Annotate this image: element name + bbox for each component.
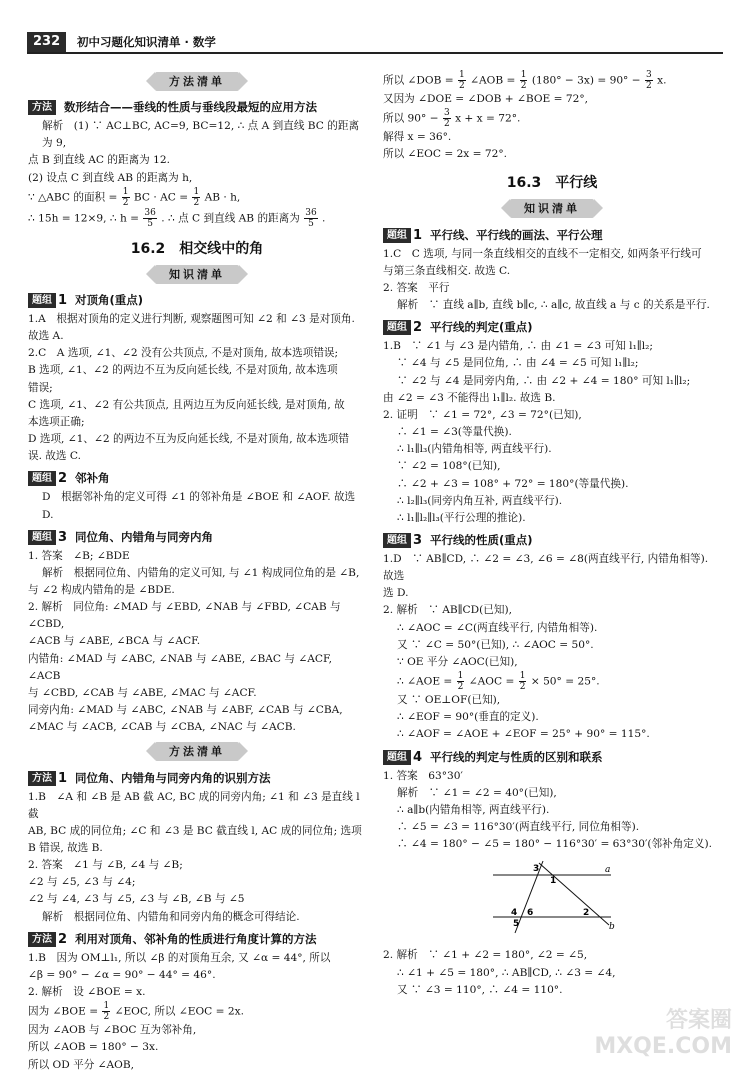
text-line: ∴ ∠4 = 180° − ∠5 = 180° − 116°30′ = 63°30′(邻补角定义). (397, 838, 712, 851)
text-line: 又 ∵ ∠C = 50°(已知), ∴ ∠AOC = 50°. (397, 638, 594, 651)
text-line: ∴ ∠1 + ∠5 = 180°, ∴ AB∥CD, ∴ ∠3 = ∠4, (397, 966, 616, 979)
text-line: D 根据邻补角的定义可得 ∠1 的邻补角是 ∠BOE 和 ∠AOF. 故选 D. (42, 491, 356, 521)
page-header (27, 32, 723, 54)
text-line: 内错角: ∠MAD 与 ∠ABC, ∠NAB 与 ∠ABE, ∠BAC 与 ∠ACF, ∠ACB (28, 652, 333, 682)
text-line: AB, BC 成的同位角; ∠C 和 ∠3 是 BC 截直线 l, AC 成的同位角; 选项 (28, 824, 362, 837)
eq-text: . (322, 212, 326, 225)
text-line: 又因为 ∠DOE = ∠DOB + ∠BOE = 72°, (383, 93, 589, 105)
denominator: 2 (457, 682, 464, 693)
group-tag: 题组 (383, 750, 411, 765)
text-line: 所以 ∠AOB = 180° − 3x. (28, 1041, 159, 1054)
group-content (383, 338, 721, 527)
group-tag: 题组 (383, 228, 411, 243)
method-content (28, 789, 366, 926)
fraction (102, 1001, 110, 1022)
denominator: 5 (147, 218, 153, 229)
text-line: ∴ ∠AOC = ∠C(两直线平行, 内错角相等). (397, 621, 598, 634)
text-line: B 选项, ∠1、∠2 的两边不互为反向延长线, 不是对顶角, 故本选项 (28, 364, 338, 377)
denominator: 2 (193, 197, 200, 208)
numerator: 3 (645, 70, 652, 80)
group-number: 1 (58, 292, 68, 308)
text-line: 解析 根据同位角、内错角的定义可知, 与 ∠1 构成同位角的是 ∠B, (42, 566, 360, 579)
fraction (645, 70, 653, 91)
right-column (383, 70, 721, 999)
text-line: 误. 故选 C. (28, 450, 81, 463)
text-line: 1.A 根据对顶角的定义进行判断, 观察题图可知 ∠2 和 ∠3 是对顶角. (28, 312, 355, 325)
group-title: 平行线的判定与性质的区别和联系 (430, 749, 603, 764)
angle-label: 5 (513, 919, 520, 930)
method-tag: 方法 (28, 100, 56, 115)
text-line: 由 ∠2 = ∠3 不能得出 l₁∥l₂. 故选 B. (383, 391, 556, 404)
method-content (28, 950, 366, 1070)
text-line: ∠2 与 ∠5, ∠3 与 ∠4; (28, 876, 136, 889)
numerator: 1 (457, 671, 464, 682)
text-line: ∴ ∠5 = ∠3 = 116°30′(两直线平行, 同位角相等). (397, 821, 640, 833)
banner-method-list: 方法清单 (155, 72, 239, 91)
group-title: 邻补角 (75, 471, 110, 486)
angle-label: 2 (583, 908, 590, 919)
text-line: ∴ a∥b(内错角相等, 两直线平行). (397, 803, 550, 816)
numerator: 3 (443, 108, 450, 119)
group-heading (383, 532, 721, 549)
text-line: ∵ ∠2 = 108°(已知), (397, 460, 501, 473)
text-line: ∠ACB 与 ∠ABE, ∠BCA 与 ∠ACF. (28, 635, 201, 648)
text-line: ∴ ∠2 + ∠3 = 108° + 72° = 180°(等量代换). (397, 477, 629, 490)
group-content (28, 489, 366, 523)
group-content (28, 311, 366, 465)
fraction (143, 208, 156, 229)
text-line: 与第三条直线相交. 故选 C. (383, 264, 511, 277)
text-line: 故选 A. (28, 330, 64, 343)
method-number: 2 (58, 931, 68, 947)
fraction (192, 187, 200, 208)
watermark-line: MXQE.COM (594, 1034, 732, 1059)
group-tag: 题组 (28, 293, 56, 308)
group-heading (383, 319, 721, 336)
parallel-lines-figure (493, 859, 721, 943)
text-line: 1.B 因为 OM⊥l₁, 所以 ∠β 的对顶角互余, 又 ∠α = 44°, 所以 (28, 951, 331, 964)
fraction (520, 70, 528, 91)
method-tag: 方法 (28, 771, 56, 786)
group-heading (383, 227, 721, 244)
denominator: 5 (308, 218, 314, 229)
equation-line (28, 1001, 366, 1022)
group-number: 3 (58, 529, 68, 545)
angle-label: 3 (533, 864, 540, 875)
numerator: 36 (144, 207, 156, 218)
fraction (519, 671, 527, 692)
method-title: 数形结合——垂线的性质与垂线段最短的应用方法 (64, 100, 317, 115)
text-line: 1. 答案 63°30′ (383, 769, 463, 782)
group-number: 1 (413, 227, 423, 243)
text-line: 与 ∠CBD, ∠CAB 与 ∠ABE, ∠MAC 与 ∠ACF. (28, 686, 257, 699)
text-line: 与 ∠2 构成内错角的是 ∠BDE. (28, 583, 175, 596)
group-heading (28, 470, 366, 487)
text-line: ∴ l₂∥l₃(同旁内角互补, 两直线平行). (397, 494, 563, 507)
group-content (28, 548, 366, 737)
text-line: 1.B ∠A 和 ∠B 是 AB 截 AC, BC 成的同旁内角; ∠1 和 ∠3 是直线 l 截 (28, 790, 360, 820)
eq-text: ∴ 15h = 12×9, ∴ h = (28, 212, 140, 225)
text-line: 又 ∵ ∠3 = 110°, ∴ ∠4 = 110°. (397, 983, 563, 996)
text-line: 解析 根据同位角、内错角和同旁内角的概念可得结论. (42, 910, 300, 923)
eq-text: ∵ △ABC 的面积 = (28, 191, 118, 204)
eq-text: . ∴ 点 C 到直线 AB 的距离为 (161, 212, 300, 225)
text-line: 2. 证明 ∵ ∠1 = 72°, ∠3 = 72°(已知), (383, 408, 582, 421)
text-line: 2. 答案 ∠1 与 ∠B, ∠4 与 ∠B; (28, 859, 183, 872)
text-line: 又 ∵ OE⊥OF(已知), (397, 694, 501, 707)
group-content (383, 768, 721, 854)
text-line: 本选项正确; (28, 415, 85, 428)
group-number: 4 (413, 749, 423, 765)
angle-label: 4 (511, 908, 518, 919)
angle-label: 1 (550, 876, 557, 887)
text-line: 所以 ∠EOC = 2x = 72°. (383, 148, 508, 161)
eq-text: × 50° = 25°. (530, 675, 600, 688)
eq-text: x + x = 72°. (455, 112, 521, 125)
denominator: 2 (520, 81, 527, 91)
numerator: 1 (103, 1001, 110, 1012)
group-number: 2 (413, 320, 423, 336)
text-line: 2. 解析 ∵ ∠1 + ∠2 = 180°, ∠2 = ∠5, (383, 949, 588, 962)
text-line: ∵ ∠2 与 ∠4 是同旁内角, ∴ 由 ∠2 + ∠4 = 180° 可知 l₁∥l₂; (397, 374, 691, 387)
equation-line (383, 70, 721, 91)
text-line: 所以 OD 平分 ∠AOB, (28, 1058, 135, 1070)
method-heading (28, 770, 366, 787)
text-line: D 选项, ∠1、∠2 的两边不互为反向延长线, 不是对顶角, 故本选项错 (28, 433, 349, 446)
method-title: 利用对顶角、邻补角的性质进行角度计算的方法 (75, 931, 317, 946)
denominator: 2 (443, 119, 450, 130)
figure-svg (493, 859, 623, 937)
group-title: 平行线的性质(重点) (430, 532, 533, 547)
angle-label: 6 (527, 908, 534, 919)
text-line: 2. 解析 同位角: ∠MAD 与 ∠EBD, ∠NAB 与 ∠FBD, ∠CAB 与 ∠CBD, (28, 601, 341, 631)
group-heading (28, 292, 366, 309)
text-line: 2. 解析 设 ∠BOE = x. (28, 986, 146, 999)
method-heading (28, 931, 366, 948)
group-heading (383, 749, 721, 766)
text-line: 1.B ∵ ∠1 与 ∠3 是内错角, ∴ 由 ∠1 = ∠3 可知 l₁∥l₂; (383, 340, 653, 353)
numerator: 1 (520, 70, 527, 80)
fraction (304, 208, 317, 229)
text-line: ∴ ∠EOF = 90°(垂直的定义). (397, 711, 539, 724)
text-line: 1.D ∵ AB∥CD, ∴ ∠2 = ∠3, ∠6 = ∠8(两直线平行, 内错角相等). 故选 (383, 552, 709, 583)
denominator: 2 (519, 682, 526, 693)
eq-text: AB · h, (204, 191, 241, 204)
text-line: ∴ l₁∥l₂∥l₃(平行公理的推论). (397, 511, 526, 524)
page-number: 232 (27, 32, 66, 52)
group-content (383, 947, 721, 998)
method-number: 1 (58, 770, 68, 786)
eq-text: 所以 ∠DOB = (383, 74, 454, 87)
method-heading (28, 99, 366, 116)
group-tag: 题组 (383, 320, 411, 335)
text-line: C 选项, ∠1、∠2 有公共顶点, 且两边互为反向延长线, 是对顶角, 故 (28, 398, 345, 411)
eq-text: ∠AOC = (468, 675, 515, 688)
group-heading (28, 529, 366, 546)
text-line: 点 B 到直线 AC 的距离为 12. (28, 154, 170, 167)
text-line: 解析 ∵ 直线 a∥b, 直线 b∥c, ∴ a∥c, 故直线 a 与 c 的关系是平行. (397, 299, 710, 312)
group-title: 同位角、内错角与同旁内角 (75, 529, 214, 544)
group-number: 2 (58, 471, 68, 487)
group-tag: 题组 (28, 471, 56, 486)
group-title: 平行线的判定(重点) (430, 320, 533, 335)
group-number: 3 (413, 532, 423, 548)
fraction (458, 70, 466, 91)
text-line: ∵ ∠4 与 ∠5 是同位角, ∴ 由 ∠4 = ∠5 可知 l₁∥l₂; (397, 357, 639, 370)
section-title-16-3: 16.3 平行线 (506, 175, 598, 192)
numerator: 36 (305, 207, 317, 218)
text-line: ∴ ∠1 = ∠3(等量代换). (397, 426, 512, 439)
left-column (28, 66, 366, 1070)
text-line: ∠MAC 与 ∠ACB, ∠CAB 与 ∠CBA, ∠NAC 与 ∠ACB. (28, 721, 296, 734)
text-line: 错误; (28, 381, 53, 394)
equation-line (383, 108, 721, 129)
section-title-16-2: 16.2 相交线中的角 (130, 240, 264, 257)
text-line: B 错误, 故选 B. (28, 842, 103, 854)
text-line: 1.C C 选项, 与同一条直线相交的直线不一定相交, 如两条平行线可 (383, 247, 702, 260)
watermark-line: 答案圈 (665, 1008, 732, 1033)
book-title: 初中习题化知识清单 · 数学 (77, 35, 216, 49)
method-tag: 方法 (28, 932, 56, 947)
text-line: 1. 答案 ∠B; ∠BDE (28, 549, 130, 562)
text-line: ∴ ∠AOF = ∠AOE + ∠EOF = 25° + 90° = 115°. (397, 728, 650, 741)
text-line: 2. 答案 平行 (383, 281, 450, 294)
equation-line (28, 187, 366, 208)
text-line: 解析 (1) ∵ AC⊥BC, AC=9, BC=12, ∴ 点 A 到直线 BC 的距离为 9, (42, 120, 360, 150)
group-title: 对顶角(重点) (75, 292, 144, 307)
denominator: 2 (122, 197, 129, 208)
line-label: b (609, 922, 615, 933)
text-line: 解析 ∵ ∠1 = ∠2 = 40°(已知), (397, 786, 557, 799)
method-solution (28, 118, 366, 229)
group-content (383, 246, 721, 315)
denominator: 2 (103, 1012, 110, 1023)
text-line: (2) 设点 C 到直线 AB 的距离为 h, (28, 171, 193, 184)
banner-method-list: 方法清单 (155, 742, 239, 761)
eq-text: ∠EOC, 所以 ∠EOC = 2x. (114, 1005, 244, 1018)
group-content (383, 551, 721, 744)
banner-knowledge-list: 知识清单 (510, 199, 594, 218)
fraction (457, 671, 465, 692)
text-line: ∴ l₁∥l₃(内错角相等, 两直线平行). (397, 443, 552, 456)
text-line: 2. 解析 ∵ AB∥CD(已知), (383, 604, 512, 617)
group-title: 平行线、平行线的画法、平行公理 (430, 227, 603, 242)
denominator: 2 (459, 81, 465, 91)
numerator: 1 (519, 671, 526, 682)
eq-text: 因为 ∠BOE = (28, 1005, 99, 1018)
equation-line (28, 208, 366, 229)
transversal-2 (539, 863, 609, 925)
text-line: 解得 x = 36°. (383, 131, 452, 144)
eq-text: BC · AC = (133, 191, 189, 204)
eq-text: (180° − 3x) = 90° − (531, 74, 641, 87)
numerator: 1 (459, 70, 465, 80)
group-tag: 题组 (28, 530, 56, 545)
fraction (122, 187, 130, 208)
text-line: 选 D. (383, 587, 409, 600)
text-line: ∠β = 90° − ∠α = 90° − 44° = 46°. (28, 968, 216, 981)
watermark (594, 1008, 732, 1060)
numerator: 1 (193, 186, 200, 197)
text-line: 同旁内角: ∠MAD 与 ∠ABC, ∠NAB 与 ∠ABF, ∠CAB 与 ∠CBA, (28, 704, 343, 717)
fraction (443, 108, 451, 129)
method-title: 同位角、内错角与同旁内角的识别方法 (75, 770, 271, 785)
text-line: ∵ OE 平分 ∠AOC(已知), (397, 655, 518, 668)
numerator: 1 (122, 186, 129, 197)
eq-text: 所以 90° − (383, 112, 439, 125)
text-line: 2.C A 选项, ∠1、∠2 没有公共顶点, 不是对顶角, 故本选项错误; (28, 347, 339, 360)
text-line: 因为 ∠AOB 与 ∠BOC 互为邻补角, (28, 1024, 197, 1037)
denominator: 2 (645, 81, 652, 91)
eq-text: ∠AOB = (470, 74, 516, 87)
eq-text: x. (657, 74, 667, 87)
line-label: a (605, 865, 611, 876)
group-tag: 题组 (383, 533, 411, 548)
equation-line (383, 671, 721, 692)
banner-knowledge-list: 知识清单 (155, 265, 239, 284)
eq-text: ∴ ∠AOE = (397, 675, 453, 688)
text-line: ∠2 与 ∠4, ∠3 与 ∠5, ∠3 与 ∠B, ∠B 与 ∠5 (28, 893, 245, 906)
